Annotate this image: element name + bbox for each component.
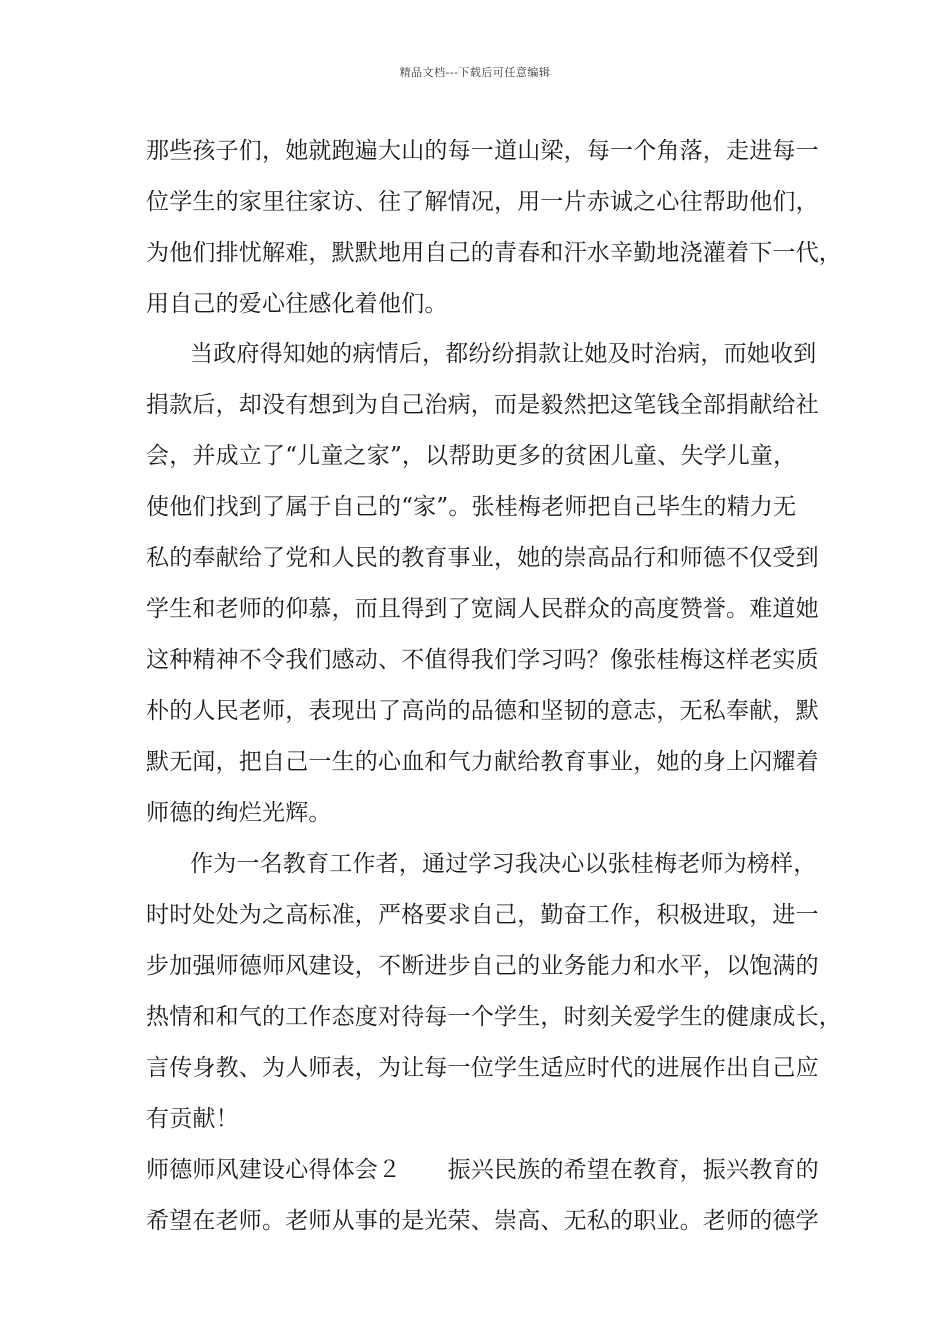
page-header-watermark: 精品文档---下载后可任意编辑 bbox=[399, 66, 551, 79]
text-line: 这种精神不令我们感动、不值得我们学习吗？像张桂梅这样老实质 bbox=[146, 647, 819, 673]
text-line: 朴的人民老师，表现出了高尚的品德和坚韧的意志，无私奉献，默 bbox=[146, 698, 819, 724]
text-line: 那些孩子们，她就跑遍大山的每一道山梁，每一个角落，走进每一 bbox=[146, 138, 819, 164]
text-line: 当政府得知她的病情后，都纷纷捐款让她及时治病，而她收到 bbox=[190, 341, 817, 367]
text-line: 默无闻，把自己一生的心血和气力献给教育事业，她的身上闪耀着 bbox=[146, 749, 819, 775]
text-line: 会，并成立了“儿童之家”，以帮助更多的贫困儿童、失学儿童， bbox=[146, 443, 797, 469]
text-line: 使他们找到了属于自己的“家”。张桂梅老师把自己毕生的精力无 bbox=[146, 494, 797, 520]
text-line: 热情和和气的工作态度对待每一个学生，时刻关爱学生的健康成长， bbox=[146, 1004, 842, 1030]
text-line: 希望在老师。老师从事的是光荣、崇高、无私的职业。老师的德学 bbox=[146, 1208, 819, 1234]
text-line: 师德的绚烂光辉。 bbox=[146, 800, 332, 826]
text-line: 私的奉献给了党和人民的教育事业，她的崇高品行和师德不仅受到 bbox=[146, 545, 819, 571]
text-line: 步加强师德师风建设，不断进步自己的业务能力和水平，以饱满的 bbox=[146, 953, 819, 979]
text-line: 为他们排忧解难，默默地用自己的青春和汗水辛勤地浇灌着下一代， bbox=[146, 240, 842, 266]
text-line: 有贡献！ bbox=[146, 1106, 239, 1132]
section-heading-line: 师德师风建设心得体会２ 振兴民族的希望在教育，振兴教育的 bbox=[146, 1157, 819, 1183]
text-line: 作为一名教育工作者，通过学习我决心以张桂梅老师为榜样， bbox=[190, 851, 817, 877]
text-line: 时时处处为之高标准，严格要求自己，勤奋工作，积极进取，进一 bbox=[146, 902, 819, 928]
text-line: 用自己的爱心往感化着他们。 bbox=[146, 291, 448, 317]
text-line: 学生和老师的仰慕，而且得到了宽阔人民群众的高度赞誉。难道她 bbox=[146, 596, 819, 622]
text-line: 捐款后，却没有想到为自己治病，而是毅然把这笔钱全部捐献给社 bbox=[146, 392, 819, 418]
text-line: 言传身教、为人师表，为让每一位学生适应时代的进展作出自己应 bbox=[146, 1055, 819, 1081]
text-line: 位学生的家里往家访、往了解情况，用一片赤诚之心往帮助他们， bbox=[146, 189, 819, 215]
